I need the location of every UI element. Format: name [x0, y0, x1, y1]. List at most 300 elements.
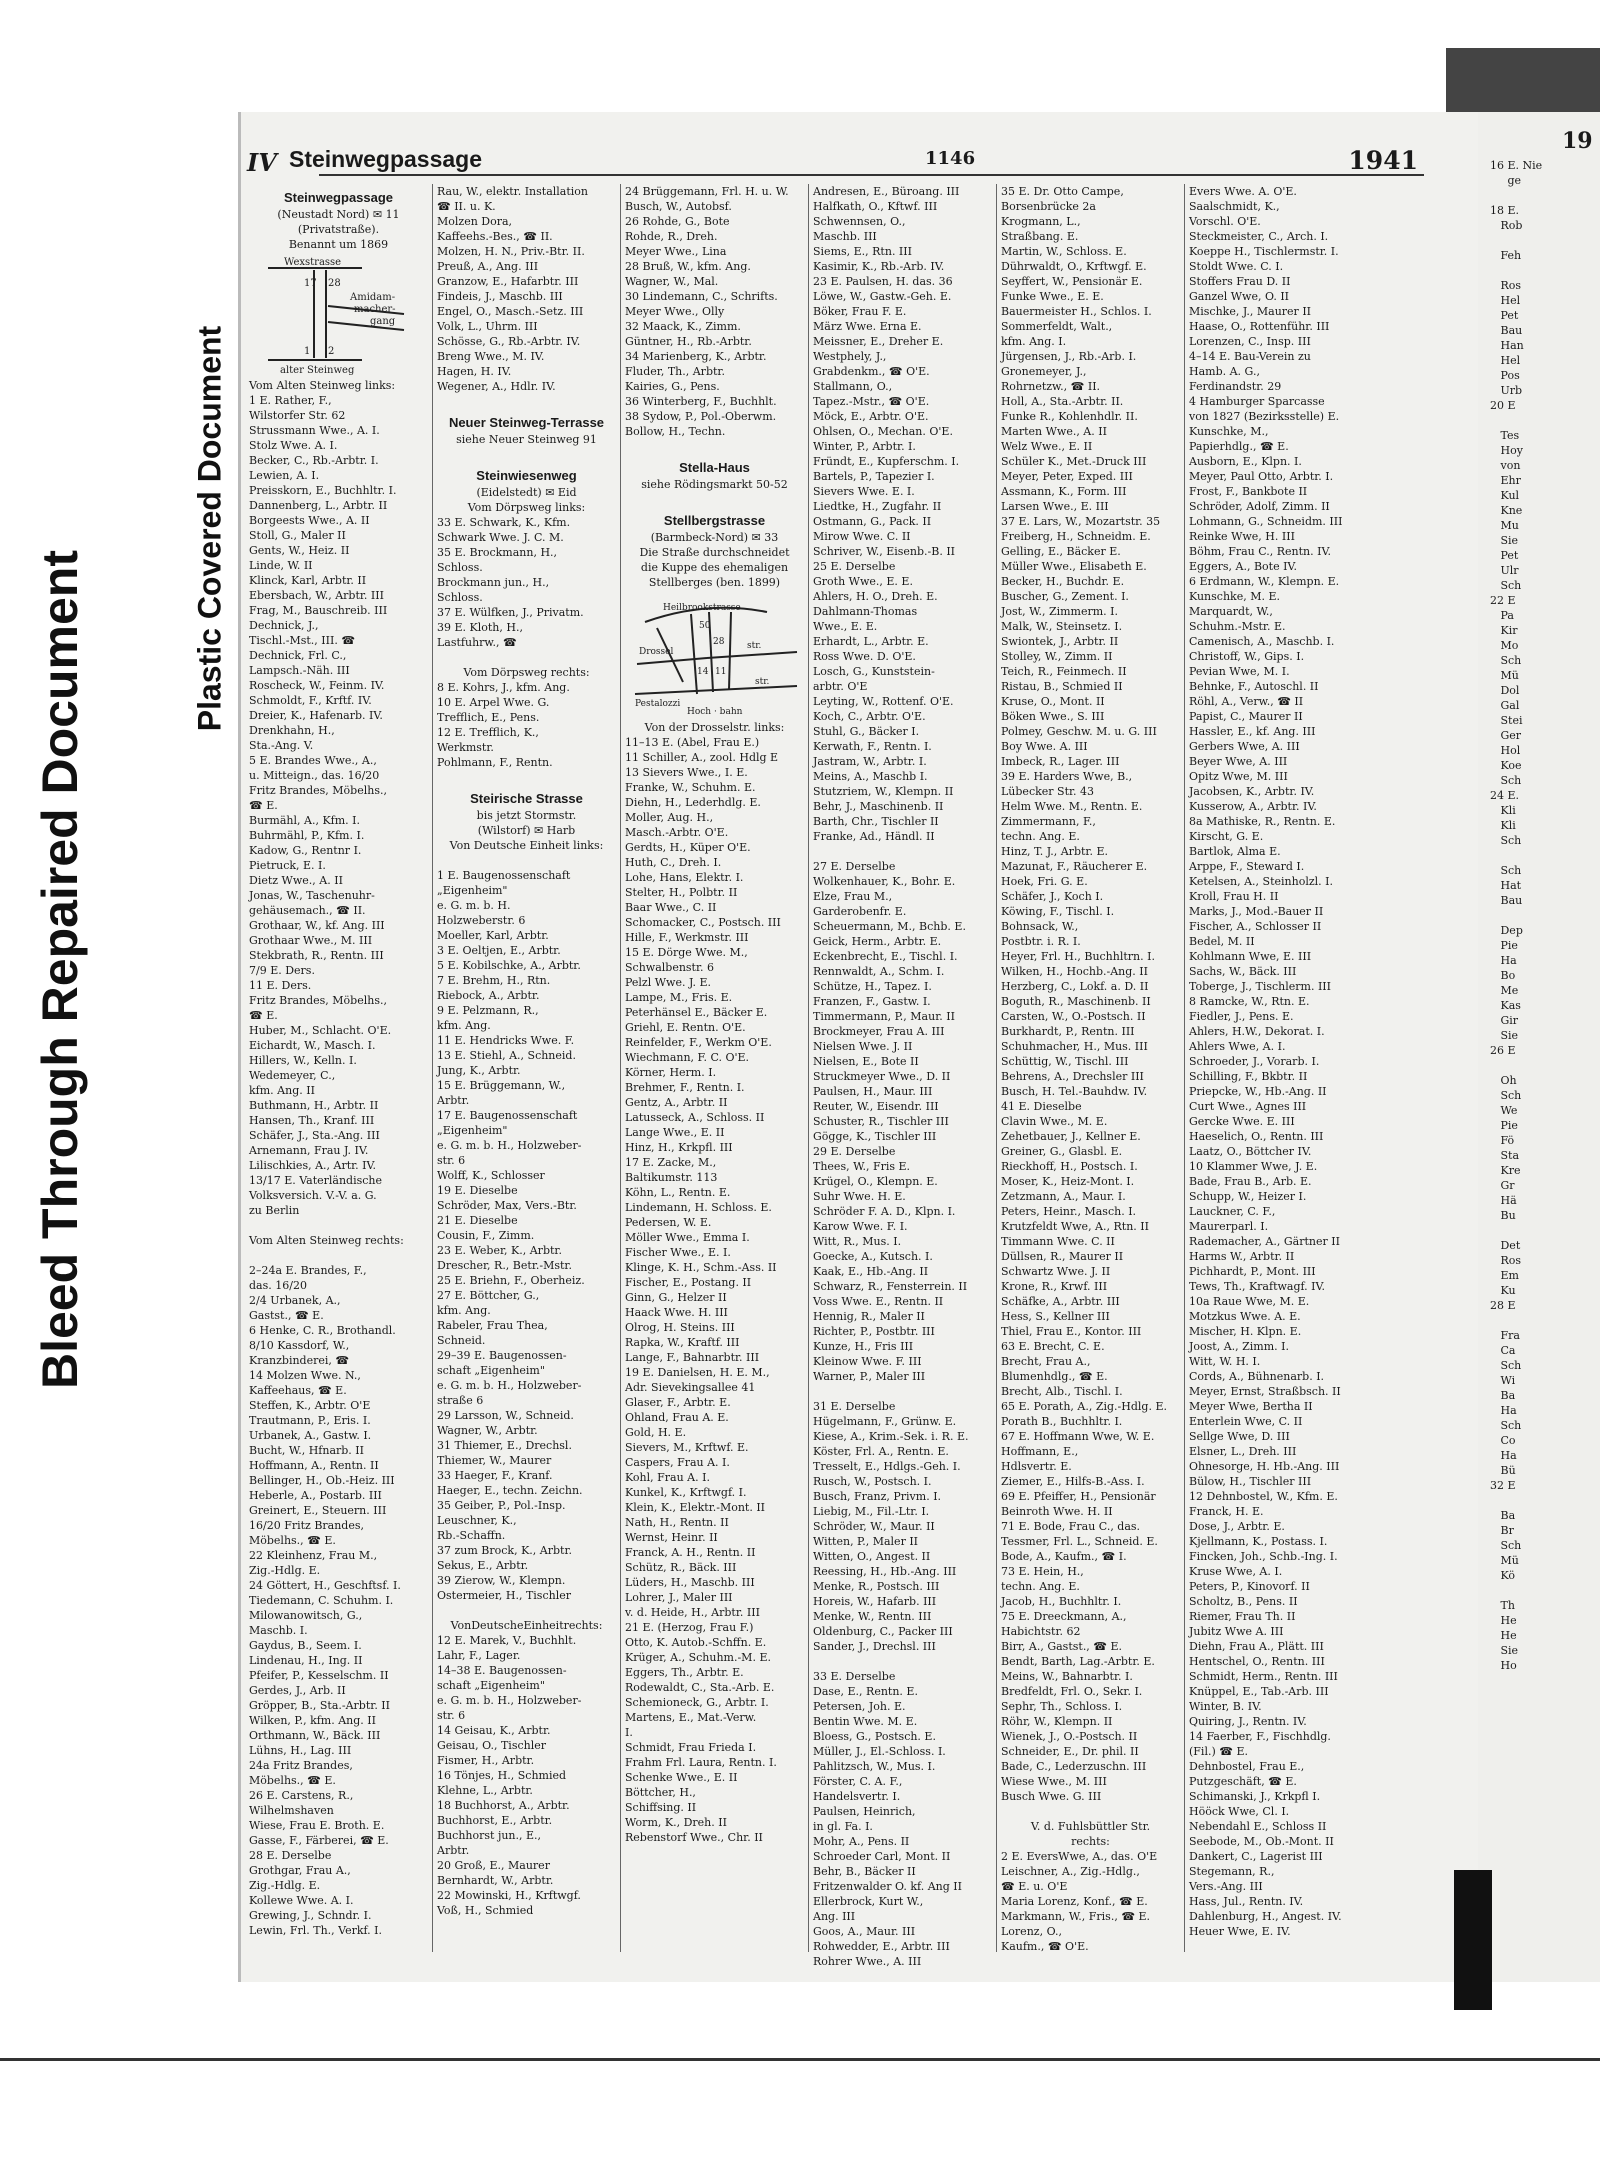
directory-entry: Freiberg, H., Schneidm. E. — [1001, 530, 1151, 543]
directory-entry: Tapez.-Mstr., ☎ O'E. — [813, 395, 930, 408]
directory-entry: Kranzbinderei, ☎ — [249, 1354, 350, 1367]
directory-entry: 8a Mathiske, R., Rentn. E. — [1189, 815, 1336, 828]
directory-entry: Schröder, Adolf, Zimm. II — [1189, 500, 1330, 513]
directory-entry: Kunkel, K., Krftwgf. I. — [625, 1486, 747, 1499]
directory-entry: Suhr Wwe. H. E. — [813, 1190, 906, 1203]
directory-entry: Schimanski, J., Krkpfl I. — [1189, 1790, 1321, 1803]
directory-entry: 17 E. Baugenossenschaft — [437, 1109, 578, 1122]
directory-entry: Arnemann, Frau J. IV. — [249, 1144, 369, 1157]
directory-entry: Winter, P., Arbtr. I. — [813, 440, 916, 453]
directory-entry: Jubitz Wwe A. III — [1189, 1625, 1284, 1638]
directory-entry: Behnke, F., Autoschl. II — [1189, 680, 1319, 693]
directory-entry: 17 E. Zacke, M., — [625, 1156, 717, 1169]
svg-text:str.: str. — [746, 641, 761, 651]
directory-entry: Markmann, W., Fris., ☎ E. — [1001, 1910, 1151, 1923]
directory-entry: arbtr. O'E — [813, 680, 868, 693]
directory-entry: e. G. m. b. H., Holzweber- — [437, 1139, 582, 1152]
directory-entry: Stuhl, G., Bäcker I. — [813, 725, 920, 738]
svg-text:Heilbrookstrasse: Heilbrookstrasse — [662, 603, 741, 613]
directory-entry: Jonas, W., Taschenuhr- — [249, 889, 375, 902]
directory-entry: Röhl, A., Verw., ☎ II — [1189, 695, 1304, 708]
directory-entry: 1 E. Baugenossenschaft — [437, 869, 571, 882]
directory-entry: Saalschmidt, K., — [1189, 200, 1280, 213]
directory-entry: Buchhorst, E., Arbtr. — [437, 1814, 553, 1827]
directory-entry: Pietruck, E. I. — [249, 859, 326, 872]
directory-entry: 3 E. Oeltjen, E., Arbtr. — [437, 944, 561, 957]
directory-entry: Meins, A., Maschb I. — [813, 770, 928, 783]
directory-entry: Marquardt, W., — [1189, 605, 1273, 618]
directory-entry: Hentschel, O., Rentn. III — [1189, 1655, 1325, 1668]
directory-entry: Lampe, M., Fris. E. — [625, 991, 733, 1004]
directory-entry: Breng Wwe., M. IV. — [437, 350, 545, 363]
directory-entry: Lilischkies, A., Artr. IV. — [249, 1159, 377, 1172]
directory-entry: Brockmann jun., H., — [437, 576, 550, 589]
directory-entry: Pfeifer, P., Kesselschm. II — [249, 1669, 389, 1682]
directory-entry: Fincken, Joh., Schb.-Ing. I. — [1189, 1550, 1338, 1563]
directory-entry: Hamb. A. G., — [1189, 365, 1260, 378]
directory-entry: Benannt um 1869 — [288, 238, 389, 251]
directory-entry: Engel, O., Masch.-Setz. III — [437, 305, 584, 318]
directory-entry: Möller Wwe., Emma I. — [625, 1231, 750, 1244]
directory-entry: 12 Dehnbostel, W., Kfm. E. — [1189, 1490, 1338, 1503]
directory-entry: Klinck, Karl, Arbtr. II — [249, 574, 367, 587]
directory-entry: Greiner, G., Glasbl. E. — [1001, 1145, 1123, 1158]
directory-entry: Haeselich, O., Rentn. III — [1189, 1130, 1324, 1143]
directory-entry: 37 E. Lars, W., Mozartstr. 35 — [1001, 515, 1161, 528]
directory-entry: Schriver, W., Eisenb.-B. II — [813, 545, 956, 558]
directory-entry: Fluder, Th., Arbtr. — [625, 365, 725, 378]
directory-entry: Krone, R., Krwf. III — [1001, 1280, 1108, 1293]
svg-text:gang: gang — [369, 316, 395, 327]
directory-entry — [249, 1218, 428, 1233]
section-numeral: IV — [247, 148, 277, 177]
directory-entry: Papist, C., Maurer II — [1189, 710, 1303, 723]
directory-entry: Steckmeister, C., Arch. I. — [1189, 230, 1329, 243]
directory-entry: Schwark Wwe. J. C. M. — [437, 531, 564, 544]
svg-text:1: 1 — [303, 346, 310, 357]
directory-entry: Schäfer, J., Sta.-Ang. III — [249, 1129, 380, 1142]
directory-entry: Timmermann, P., Maur. II — [813, 1010, 955, 1023]
directory-entry: Schösse, G., Rb.-Arbtr. IV. — [437, 335, 581, 348]
directory-entry: Jacobsen, K., Arbtr. IV. — [1189, 785, 1315, 798]
directory-entry: Lohrer, J., Maler III — [625, 1591, 733, 1604]
directory-entry: 39 Zierow, W., Klempn. — [437, 1574, 566, 1587]
directory-entry: „Eigenheim" — [437, 1124, 508, 1137]
directory-entry: „Eigenheim" — [437, 884, 508, 897]
directory-entry: Elsner, L., Dreh. III — [1189, 1445, 1297, 1458]
directory-entry: Welz Wwe., E. II — [1001, 440, 1093, 453]
directory-entry: Maschb. I. — [249, 1624, 308, 1637]
directory-entry: Stolz Wwe. A. I. — [249, 439, 338, 452]
directory-entry: 6 Erdmann, W., Klempn. E. — [1189, 575, 1340, 588]
directory-entry: 28 E. Derselbe — [249, 1849, 332, 1862]
directory-entry: Gronemeyer, J., — [1001, 365, 1087, 378]
adjacent-page-number: 19 — [1562, 128, 1593, 154]
directory-entry: Jung, K., Arbtr. — [437, 1064, 521, 1077]
directory-entry: Greinert, E., Steuern. III — [249, 1504, 387, 1517]
directory-entry: Malk, W., Steinsetz. I. — [1001, 620, 1123, 633]
directory-entry: Knüppel, E., Tab.-Arb. III — [1189, 1685, 1329, 1698]
directory-entry: Die Straße durchschneidet — [639, 546, 790, 559]
directory-entry: Sachs, W., Bäck. III — [1189, 965, 1297, 978]
directory-entry: Schmidt, Herm., Rentn. III — [1189, 1670, 1338, 1683]
directory-entry: Kusserow, A., Arbtr. IV. — [1189, 800, 1317, 813]
directory-entry: von 1827 (Bezirksstelle) E. — [1189, 410, 1340, 423]
directory-entry: Stoffers Frau D. II — [1189, 275, 1291, 288]
street-heading: Neuer Steinweg-Terrasse — [448, 415, 605, 430]
directory-entry: Franke, W., Schuhm. E. — [625, 781, 756, 794]
directory-entry: Findeis, J., Maschb. III — [437, 290, 563, 303]
directory-entry: Bentin Wwe. M. E. — [813, 1715, 918, 1728]
directory-entry: 29 Larsson, W., Schneid. — [437, 1409, 574, 1422]
directory-entry: Pedersen, W. E. — [625, 1216, 712, 1229]
directory-entry: Hoek, Fri. G. E. — [1001, 875, 1088, 888]
directory-entry: Böhm, Frau C., Rentn. IV. — [1189, 545, 1331, 558]
directory-entry — [437, 394, 616, 409]
directory-entry: Bülow, H., Tischler III — [1189, 1475, 1312, 1488]
directory-entry: Witten, P., Maler II — [813, 1535, 919, 1548]
directory-entry: Paulsen, Heinrich, — [813, 1805, 916, 1818]
directory-entry: Scheuermann, M., Bchb. E. — [813, 920, 966, 933]
directory-entry: Kaufm., ☎ O'E. — [1001, 1940, 1089, 1953]
directory-entry: Brecht, Alb., Tischl. I. — [1001, 1385, 1123, 1398]
directory-entry: Meyer, Ernst, Straßbsch. II — [1189, 1385, 1341, 1398]
directory-entry: straße 6 — [437, 1394, 484, 1407]
directory-entry: 26 E. Carstens, R., — [249, 1789, 354, 1802]
directory-entry: 4 Hamburger Sparcasse — [1189, 395, 1325, 408]
directory-entry: siehe Neuer Steinweg 91 — [456, 433, 597, 446]
directory-entry: Hass, Jul., Rentn. IV. — [1189, 1895, 1304, 1908]
svg-text:2: 2 — [327, 346, 334, 357]
directory-entry: Schomacker, C., Postsch. III — [625, 916, 781, 929]
directory-entry: kfm. Ang. — [437, 1019, 491, 1032]
directory-entry: Fischer, A., Schlosser II — [1189, 920, 1322, 933]
directory-entry: Wernst, Heinr. II — [625, 1531, 718, 1544]
directory-entry: Wolff, K., Schlosser — [437, 1169, 545, 1182]
directory-entry: Voß, H., Schmied — [437, 1904, 534, 1917]
directory-entry: 31 E. Derselbe — [813, 1400, 896, 1413]
directory-entry: Voss Wwe. E., Rentn. II — [813, 1295, 944, 1308]
directory-entry: Frost, F., Bankbote II — [1189, 485, 1308, 498]
directory-entry: Schuhm.-Mstr. E. — [1189, 620, 1286, 633]
directory-entry: Hügelmann, F., Grünw. E. — [813, 1415, 957, 1428]
street-map-steinwegpassage — [254, 256, 424, 374]
directory-entry: 22 Mowinski, H., Krftwgf. — [437, 1889, 581, 1902]
directory-entry: Heuer Wwe, E. IV. — [1189, 1925, 1291, 1938]
directory-entry: Wilken, P., kfm. Ang. II — [249, 1714, 376, 1727]
directory-entry: Camenisch, A., Maschb. I. — [1189, 635, 1335, 648]
directory-entry: Lange Wwe., E. II — [625, 1126, 725, 1139]
directory-entry: Glaser, F., Arbtr. E. — [625, 1396, 731, 1409]
directory-entry: 30 Lindemann, C., Schrifts. — [625, 290, 778, 303]
directory-entry: Ferdinandstr. 29 — [1189, 380, 1282, 393]
directory-entry: Sellge Wwe, D. III — [1189, 1430, 1290, 1443]
directory-entry: 24a Fritz Brandes, — [249, 1759, 353, 1772]
directory-entry: Tiedemann, C. Schuhm. I. — [249, 1594, 394, 1607]
directory-entry: Steffen, K., Arbtr. O'E — [249, 1399, 371, 1412]
page-header — [247, 146, 1424, 177]
directory-entry: Kruse Wwe, A. I. — [1189, 1565, 1283, 1578]
directory-entry: rechts: — [1071, 1835, 1110, 1848]
directory-entry: Riemer, Frau Th. II — [1189, 1610, 1296, 1623]
directory-entry: Imbeck, R., Lager. III — [1001, 755, 1120, 768]
directory-entry: ☎ E. u. O'E — [1001, 1880, 1068, 1893]
directory-entry: Gents, W., Heiz. II — [249, 544, 350, 557]
directory-entry: Sander, J., Drechsl. III — [813, 1640, 936, 1653]
directory-entry: Bohnsack, W., — [1001, 920, 1079, 933]
directory-entry: Stoll, G., Maler II — [249, 529, 346, 542]
directory-entry: kfm. Ang. II — [249, 1084, 315, 1097]
directory-entry: Schroeder Carl, Mont. II — [813, 1850, 951, 1863]
directory-entry: Burkhardt, P., Rentn. III — [1001, 1025, 1135, 1038]
directory-entry: Wiese Wwe., M. III — [1001, 1775, 1107, 1788]
directory-entry: Straßbang. E. — [1001, 230, 1079, 243]
directory-entry: Stelter, H., Polbtr. II — [625, 886, 738, 899]
directory-entry: Handelsvertr. I. — [813, 1790, 901, 1803]
directory-entry: Huth, C., Dreh. I. — [625, 856, 722, 869]
directory-entry: Ahlers, H. O., Dreh. E. — [813, 590, 938, 603]
directory-entry: 5 E. Kobilschke, A., Arbtr. — [437, 959, 581, 972]
directory-entry: Krügel, O., Klempn. E. — [813, 1175, 938, 1188]
directory-entry: Priepcke, W., Hb.-Ang. II — [1189, 1085, 1327, 1098]
directory-entry: Bade, C., Lederzuschn. III — [1001, 1760, 1147, 1773]
directory-entry: Vom Dörpsweg links: — [467, 501, 586, 514]
directory-entry: Moller, Aug. H., — [625, 811, 714, 824]
directory-entry: v. d. Heide, H., Arbtr. III — [625, 1606, 760, 1619]
directory-entry: Ohlsen, O., Mechan. O'E. — [813, 425, 953, 438]
directory-entry: Koch, C., Arbtr. O'E. — [813, 710, 926, 723]
directory-entry: Sievers, M., Krftwf. E. — [625, 1441, 749, 1454]
directory-entry: Diehn, H., Lederhdlg. E. — [625, 796, 761, 809]
directory-entry: Möbelhs., ☎ E. — [249, 1534, 336, 1547]
directory-entry: Stutzriem, W., Klempn. II — [813, 785, 954, 798]
svg-text:11: 11 — [714, 667, 726, 677]
directory-entry: Güntner, H., Rb.-Arbtr. — [625, 335, 752, 348]
directory-entry: Ristau, B., Schmied II — [1001, 680, 1123, 693]
directory-entry — [437, 447, 616, 462]
directory-entry: Müller, J., El.-Schloss. I. — [813, 1745, 946, 1758]
directory-entry: Gögge, K., Tischler III — [813, 1130, 937, 1143]
directory-entry: 75 E. Dreeckmann, A., — [1001, 1610, 1127, 1623]
directory-entry: Peters, P., Kinovorf. II — [1189, 1580, 1310, 1593]
directory-entry: Meyer, Paul Otto, Arbtr. I. — [1189, 470, 1334, 483]
directory-entry: e. G. m. b. H., Holzweber- — [437, 1694, 582, 1707]
directory-entry: (Neustadt Nord) ✉ 11 — [277, 208, 400, 221]
directory-entry: Kollewe Wwe. A. I. — [249, 1894, 354, 1907]
directory-entry: Kairies, G., Pens. — [625, 380, 720, 393]
street-heading: Steinwegpassage — [283, 190, 394, 205]
directory-entry: str. 6 — [437, 1154, 466, 1167]
directory-entry: Klinge, K. H., Schm.-Ass. II — [625, 1261, 777, 1274]
directory-entry: Maschb. III — [813, 230, 877, 243]
directory-entry: Schütze, H., Tapez. I. — [813, 980, 932, 993]
directory-entry: Milowanowitsch, G., — [249, 1609, 363, 1622]
directory-entry: Menke, R., Postsch. III — [813, 1580, 940, 1593]
directory-entry: Griehl, E. Rentn. O'E. — [625, 1021, 746, 1034]
directory-entry: Marks, J., Mod.-Bauer II — [1189, 905, 1324, 918]
directory-entry: Hassler, E., kf. Ang. III — [1189, 725, 1316, 738]
directory-entry: Opitz Wwe, M. III — [1189, 770, 1288, 783]
directory-entry — [437, 853, 616, 868]
directory-entry: Schmidt, Frau Frieda I. — [625, 1741, 757, 1754]
directory-entry: Gröpper, B., Sta.-Arbtr. II — [249, 1699, 391, 1712]
directory-entry: Reuter, W., Eisendr. III — [813, 1100, 939, 1113]
directory-entry: Lühns, H., Lag. III — [249, 1744, 352, 1757]
directory-entry: 21 E. (Herzog, Frau F.) — [625, 1621, 754, 1634]
directory-entry: Rodewaldt, C., Sta.-Arb. E. — [625, 1681, 775, 1694]
directory-entry: Fiedler, J., Pens. E. — [1189, 1010, 1294, 1023]
directory-entry: Quiring, J., Rentn. IV. — [1189, 1715, 1307, 1728]
svg-text:str.: str. — [754, 677, 769, 687]
directory-entry: Schmoldt, F., Krftf. IV. — [249, 694, 372, 707]
directory-entry: 33 E. Derselbe — [813, 1670, 896, 1683]
directory-entry: 33 Haeger, F., Kranf. — [437, 1469, 553, 1482]
directory-entry: Buhrmähl, P., Kfm. I. — [249, 829, 365, 842]
directory-entry: Gerbers Wwe, A. III — [1189, 740, 1300, 753]
directory-entry: Goos, A., Maur. III — [813, 1925, 916, 1938]
directory-entry: Böker, Frau F. E. — [813, 305, 907, 318]
column-3 — [621, 184, 809, 1952]
directory-entry: Olrog, H. Steins. III — [625, 1321, 735, 1334]
directory-entry: Fritzenwalder O. kf. Ang II — [813, 1880, 962, 1893]
directory-entry: Hinz, T. J., Arbtr. E. — [1001, 845, 1108, 858]
directory-entry: Meyer Wwe., Lina — [625, 245, 727, 258]
directory-entry: Sievers Wwe. E. I. — [813, 485, 915, 498]
directory-entry: Lorenz, O., — [1001, 1925, 1062, 1938]
directory-entry: Rusch, W., Postsch. I. — [813, 1475, 932, 1488]
directory-entry: Ellerbrock, Kurt W., — [813, 1895, 924, 1908]
directory-entry: Siems, E., Rtn. III — [813, 245, 912, 258]
directory-entry: 20 Groß, E., Maurer — [437, 1859, 550, 1872]
directory-entry: Stolley, W., Zimm. II — [1001, 650, 1113, 663]
directory-entry: Gerdes, J., Arb. II — [249, 1684, 346, 1697]
directory-entry: 71 E. Bode, Frau C., das. — [1001, 1520, 1141, 1533]
directory-entry: (Barmbeck-Nord) ✉ 33 — [650, 531, 779, 544]
directory-entry: techn. Ang. E. — [1001, 830, 1080, 843]
directory-entry: März Wwe. Erna E. — [813, 320, 922, 333]
directory-entry: Koeppe H., Tischlermstr. I. — [1189, 245, 1339, 258]
directory-entry: Seyffert, W., Pensionär E. — [1001, 275, 1143, 288]
directory-entry: Lüders, H., Maschb. III — [625, 1576, 755, 1589]
directory-entry: Burmähl, A., Kfm. I. — [249, 814, 360, 827]
directory-entry: Dankert, C., Lagerist III — [1189, 1850, 1323, 1863]
directory-entry: Eichardt, W., Masch. I. — [249, 1039, 376, 1052]
directory-entry — [813, 1654, 992, 1669]
directory-entry — [437, 770, 616, 785]
svg-text:50: 50 — [698, 621, 710, 631]
directory-entry: Larsen Wwe., E. III — [1001, 500, 1109, 513]
directory-entry: Dahlenburg, H., Angest. IV. — [1189, 1910, 1342, 1923]
directory-entry: 22 Kleinhenz, Frau M., — [249, 1549, 378, 1562]
directory-entry: 11 Schiller, A., zool. Hdlg E — [625, 751, 779, 764]
directory-entry: Klehne, L., Arbtr. — [437, 1784, 533, 1797]
directory-entry: ☎ E. — [249, 799, 278, 812]
directory-entry: 7 E. Brehm, H., Rtn. — [437, 974, 551, 987]
directory-entry: Mirow Wwe. C. II — [813, 530, 911, 543]
directory-entry: Horeis, W., Hafarb. III — [813, 1595, 937, 1608]
directory-entry: 13 Sievers Wwe., I. E. — [625, 766, 748, 779]
directory-entry: Holl, A., Sta.-Arbtr. II. — [1001, 395, 1124, 408]
directory-entry: Ross Wwe. D. O'E. — [813, 650, 916, 663]
directory-entry: Arbtr. — [437, 1094, 470, 1107]
directory-entry: 12 E. Marek, V., Buchhlt. — [437, 1634, 577, 1647]
directory-entry: Mischke, J., Maurer II — [1189, 305, 1312, 318]
document-page — [238, 112, 1478, 1982]
directory-entry: Kaffeehaus, ☎ E. — [249, 1384, 347, 1397]
directory-entry: Schuhmacher, H., Mus. III — [1001, 1040, 1148, 1053]
directory-entry: Martens, E., Mat.-Verw. — [625, 1711, 757, 1724]
directory-entry: Clavin Wwe., M. E. — [1001, 1115, 1108, 1128]
directory-entry: Haack Wwe. H. III — [625, 1306, 728, 1319]
directory-entry: Cords, A., Bühnenarb. I. — [1189, 1370, 1325, 1383]
directory-entry: Drenkhahn, H., — [249, 724, 335, 737]
directory-entry: Ginn, G., Helzer II — [625, 1291, 727, 1304]
directory-entry: Schröder, Max, Vers.-Btr. — [437, 1199, 577, 1212]
directory-entry: Zimmermann, F., — [1001, 815, 1096, 828]
directory-entry: Nebendahl E., Schloss II — [1189, 1820, 1327, 1833]
directory-entry: Menke, W., Rentn. III — [813, 1610, 932, 1623]
directory-entry: Behr, B., Bäcker II — [813, 1865, 916, 1878]
directory-entry: Schütz, R., Bäck. III — [625, 1561, 737, 1574]
directory-entry — [1001, 1804, 1180, 1819]
directory-entry: Arbtr. — [437, 1844, 470, 1857]
directory-entry: 35 E. Dr. Otto Campe, — [1001, 185, 1124, 198]
directory-entry: Marten Wwe., A. II — [1001, 425, 1107, 438]
page-number: 1146 — [925, 148, 976, 169]
directory-entry: Eggers, A., Bote IV. — [1189, 560, 1297, 573]
directory-entry: Geisau, O., Tischler — [437, 1739, 546, 1752]
directory-entry: u. Mitteign., das. 16/20 — [249, 769, 380, 782]
directory-entry: 31 Thiemer, E., Drechsl. — [437, 1439, 572, 1452]
directory-entry: Leuschner, K., — [437, 1514, 517, 1527]
directory-entry: 13 E. Stiehl, A., Schneid. — [437, 1049, 576, 1062]
directory-entry: 19 E. Dieselbe — [437, 1184, 518, 1197]
directory-entry: 36 Winterberg, F., Buchhlt. — [625, 395, 777, 408]
directory-entry: Fischer, E., Postang. II — [625, 1276, 752, 1289]
directory-entry: Reinfelder, F., Werkm O'E. — [625, 1036, 772, 1049]
directory-entry: Zetzmann, A., Maur. I. — [1001, 1190, 1126, 1203]
directory-entry: Wilstorfer Str. 62 — [249, 409, 346, 422]
directory-entry: Mohr, A., Pens. II — [813, 1835, 910, 1848]
directory-entry: Wilhelmshaven — [249, 1804, 334, 1817]
directory-entry: Gastst., ☎ E. — [249, 1309, 324, 1322]
directory-entry — [437, 650, 616, 665]
directory-entry: Hennig, R., Maler II — [813, 1310, 925, 1323]
directory-entry: 24 Göttert, H., Geschftsf. I. — [249, 1579, 401, 1592]
svg-text:Drossel: Drossel — [638, 647, 673, 657]
directory-entry: Trefflich, E., Pens. — [437, 711, 540, 724]
directory-entry: 10a Raue Wwe, M. E. — [1189, 1295, 1310, 1308]
street-heading: Stellbergstrasse — [663, 513, 766, 528]
directory-entry: Von der Drosselstr. links: — [644, 721, 785, 734]
directory-entry: Borgeests Wwe., A. II — [249, 514, 370, 527]
directory-entry: Lindenau, H., Ing. II — [249, 1654, 363, 1667]
directory-entry: Curt Wwe., Agnes III — [1189, 1100, 1307, 1113]
directory-entry: Herzberg, C., Lokf. a. D. II — [1001, 980, 1149, 993]
directory-entry: Becker, C., Rb.-Arbtr. I. — [249, 454, 379, 467]
directory-entry: Rapka, W., Kraftf. III — [625, 1336, 740, 1349]
directory-entry: Erhardt, L., Arbtr. E. — [813, 635, 929, 648]
directory-entry: Schupp, W., Heizer I. — [1189, 1190, 1307, 1203]
directory-entry: Assmann, K., Form. III — [1001, 485, 1127, 498]
directory-entry: Lewin, Frl. Th., Verkf. I. — [249, 1924, 383, 1937]
street-heading: Steinwiesenweg — [476, 468, 577, 483]
directory-entry: Scholtz, B., Pens. II — [1189, 1595, 1298, 1608]
directory-entry: Papierhdlg., ☎ E. — [1189, 440, 1289, 453]
directory-entry: Schüler K., Met.-Druck III — [1001, 455, 1147, 468]
directory-entry: Gasse, F., Färberei, ☎ E. — [249, 1834, 389, 1847]
directory-entry: Lindemann, H. Schloss. E. — [625, 1201, 772, 1214]
